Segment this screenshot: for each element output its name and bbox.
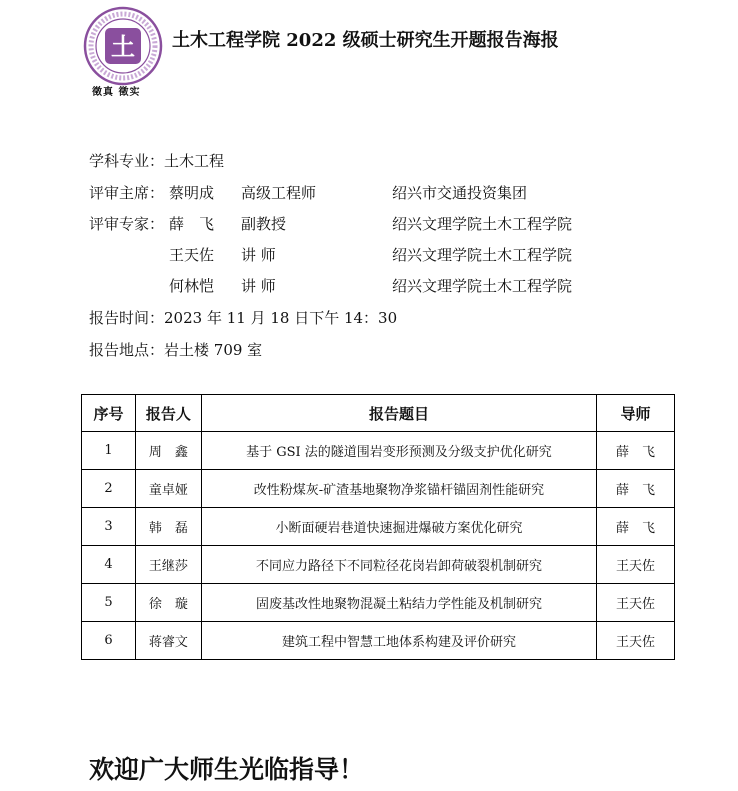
- page-title: 土木工程学院 2022 级硕士研究生开题报告海报: [172, 30, 559, 51]
- cell-advisor: 王天佐: [597, 546, 675, 584]
- time-row: [89, 307, 397, 328]
- cell-topic: 小断面硬岩巷道快速掘进爆破方案优化研究: [201, 508, 596, 546]
- expert-name: 王天佐: [169, 246, 215, 264]
- welcome-message: 欢迎广大师生光临指导！: [89, 755, 365, 784]
- cell-index: 4: [82, 546, 136, 584]
- place-value: 岩土楼 709 室: [164, 341, 263, 359]
- expert-title: 讲 师: [241, 246, 276, 264]
- place-label: 报告地点：: [89, 341, 165, 359]
- experts-label: 评审专家：: [89, 215, 165, 233]
- cell-index: 6: [82, 622, 136, 660]
- header-presenter: 报告人: [135, 395, 201, 432]
- cell-index: 3: [82, 508, 136, 546]
- major-value: 土木工程: [164, 152, 225, 170]
- cell-advisor: 薛 飞: [597, 432, 675, 470]
- cell-presenter: 童卓娅: [135, 470, 201, 508]
- table-row: [82, 432, 675, 470]
- cell-topic: 固废基改性地聚物混凝土粘结力学性能及机制研究: [201, 584, 596, 622]
- expert-name: 薛 飞: [169, 215, 215, 233]
- expert-row-1: [89, 213, 609, 235]
- time-label: 报告时间：: [89, 309, 165, 327]
- cell-presenter: 韩 磊: [135, 508, 201, 546]
- chair-org: 绍兴市交通投资集团: [392, 184, 528, 202]
- expert-title: 讲 师: [241, 277, 276, 295]
- expert-title: 副教授: [241, 215, 287, 233]
- cell-topic: 基于 GSI 法的隧道围岩变形预测及分级支护优化研究: [201, 432, 596, 470]
- cell-presenter: 周 鑫: [135, 432, 201, 470]
- table-row: [82, 470, 675, 508]
- table-row: [82, 622, 675, 660]
- chair-title: 高级工程师: [241, 184, 317, 202]
- expert-name: 何林恺: [169, 277, 215, 295]
- table-row: [82, 508, 675, 546]
- chair-row: [89, 182, 609, 204]
- chair-label: 评审主席：: [89, 184, 165, 202]
- header-topic: 报告题目: [201, 395, 596, 432]
- cell-topic: 建筑工程中智慧工地体系构建及评价研究: [201, 622, 596, 660]
- expert-row-2: [89, 244, 609, 266]
- cell-index: 5: [82, 584, 136, 622]
- cell-advisor: 薛 飞: [597, 470, 675, 508]
- table-header-row: [82, 395, 675, 432]
- expert-org: 绍兴文理学院土木工程学院: [392, 246, 573, 264]
- svg-text:土: 土: [111, 32, 135, 61]
- cell-presenter: 徐 璇: [135, 584, 201, 622]
- cell-presenter: 蒋睿文: [135, 622, 201, 660]
- expert-org: 绍兴文理学院土木工程学院: [392, 277, 573, 295]
- chair-name: 蔡明成: [169, 184, 215, 202]
- header-advisor: 导师: [597, 395, 675, 432]
- major-label: 学科专业：: [89, 152, 165, 170]
- cell-advisor: 王天佐: [597, 584, 675, 622]
- university-motto: 徵真 徵实: [92, 87, 141, 98]
- cell-index: 1: [82, 432, 136, 470]
- expert-org: 绍兴文理学院土木工程学院: [392, 215, 573, 233]
- expert-row-3: [89, 275, 609, 297]
- cell-presenter: 王继莎: [135, 546, 201, 584]
- university-logo: [83, 6, 163, 86]
- header-index: 序号: [82, 395, 136, 432]
- cell-advisor: 薛 飞: [597, 508, 675, 546]
- time-value: 2023 年 11 月 18 日下午 14：30: [164, 309, 398, 327]
- cell-advisor: 王天佐: [597, 622, 675, 660]
- cell-index: 2: [82, 470, 136, 508]
- table-row: [82, 546, 675, 584]
- schedule-table: [81, 394, 675, 660]
- cell-topic: 不同应力路径下不同粒径花岗岩卸荷破裂机制研究: [201, 546, 596, 584]
- table-row: [82, 584, 675, 622]
- cell-topic: 改性粉煤灰-矿渣基地聚物净浆锚杆锚固剂性能研究: [201, 470, 596, 508]
- major-row: [89, 150, 224, 171]
- place-row: [89, 339, 262, 360]
